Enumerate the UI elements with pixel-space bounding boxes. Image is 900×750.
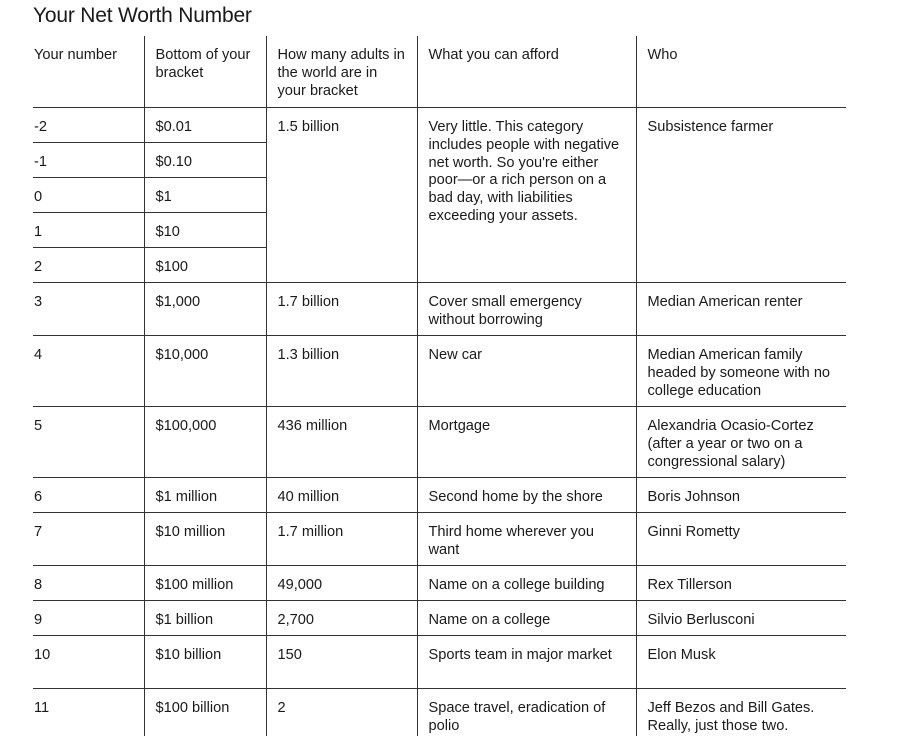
cell-number: 1: [33, 213, 144, 248]
header-bottom-of-bracket: Bottom of your bracket: [144, 36, 266, 108]
cell-bracket: $10: [144, 213, 266, 248]
cell-bracket: $10,000: [144, 336, 266, 407]
cell-who: Alexandria Ocasio-Cortez (after a year or two on a congressional salary): [636, 407, 846, 478]
cell-afford: Cover small emergency without borrowing: [417, 283, 636, 336]
cell-adults: 49,000: [266, 566, 417, 601]
cell-bracket: $0.01: [144, 108, 266, 143]
cell-number: 6: [33, 478, 144, 513]
cell-who: Rex Tillerson: [636, 566, 846, 601]
cell-bracket: $1 million: [144, 478, 266, 513]
cell-who: Median American renter: [636, 283, 846, 336]
table-row: [33, 108, 846, 143]
table-row: [33, 689, 846, 736]
cell-afford: Third home wherever you want: [417, 513, 636, 566]
cell-adults: 436 million: [266, 407, 417, 478]
cell-number: -2: [33, 108, 144, 143]
cell-afford-merged: Very little. This category includes people with negative net worth. So you're either poor—or a rich person on a bad day, with liabilities exceeding your assets.: [417, 108, 636, 283]
cell-afford: Name on a college building: [417, 566, 636, 601]
cell-bracket: $100 million: [144, 566, 266, 601]
cell-who-merged: Subsistence farmer: [636, 108, 846, 283]
table-row: [33, 283, 846, 336]
cell-afford: Second home by the shore: [417, 478, 636, 513]
cell-afford: Mortgage: [417, 407, 636, 478]
cell-number: 3: [33, 283, 144, 336]
cell-number: 0: [33, 178, 144, 213]
cell-adults: 40 million: [266, 478, 417, 513]
header-row: [33, 36, 846, 108]
cell-number: 8: [33, 566, 144, 601]
header-your-number: Your number: [33, 36, 144, 108]
net-worth-table: [33, 36, 846, 736]
cell-who: Boris Johnson: [636, 478, 846, 513]
cell-number: 9: [33, 601, 144, 636]
cell-bracket: $1: [144, 178, 266, 213]
table-row: [33, 601, 846, 636]
cell-afford: Space travel, eradication of polio: [417, 689, 636, 736]
cell-adults: 150: [266, 636, 417, 689]
cell-bracket: $100: [144, 248, 266, 283]
table-row: [33, 336, 846, 407]
cell-bracket: $10 billion: [144, 636, 266, 689]
cell-adults: 1.7 million: [266, 513, 417, 566]
table-title: Your Net Worth Number: [33, 4, 252, 27]
cell-number: 10: [33, 636, 144, 689]
cell-adults: 2,700: [266, 601, 417, 636]
cell-who: Silvio Berlusconi: [636, 601, 846, 636]
cell-who: Ginni Rometty: [636, 513, 846, 566]
cell-adults: 1.3 billion: [266, 336, 417, 407]
cell-number: -1: [33, 143, 144, 178]
header-what-you-can-afford: What you can afford: [417, 36, 636, 108]
cell-afford: Name on a college: [417, 601, 636, 636]
cell-bracket: $1 billion: [144, 601, 266, 636]
cell-bracket: $0.10: [144, 143, 266, 178]
table-row: [33, 636, 846, 689]
cell-afford: Sports team in major market: [417, 636, 636, 689]
cell-bracket: $100 billion: [144, 689, 266, 736]
cell-number: 11: [34, 700, 50, 716]
cell-adults-merged: 1.5 billion: [266, 108, 417, 283]
cell-afford: New car: [417, 336, 636, 407]
table-row: [33, 478, 846, 513]
cell-who: Median American family headed by someone with no college education: [636, 336, 846, 407]
table-row: [33, 513, 846, 566]
header-who: Who: [636, 36, 846, 108]
cell-number: 5: [33, 407, 144, 478]
cell-bracket: $100,000: [144, 407, 266, 478]
cell-adults: 1.7 billion: [266, 283, 417, 336]
cell-number: 7: [33, 513, 144, 566]
cell-who: Jeff Bezos and Bill Gates. Really, just those two.: [636, 689, 846, 736]
cell-adults: 2: [266, 689, 417, 736]
cell-bracket: $10 million: [144, 513, 266, 566]
table-row: [33, 407, 846, 478]
table-row: [33, 566, 846, 601]
cell-number: 4: [33, 336, 144, 407]
cell-number: 2: [33, 248, 144, 283]
cell-who: Elon Musk: [636, 636, 846, 689]
header-adults-in-bracket: How many adults in the world are in your bracket: [266, 36, 417, 108]
cell-bracket: $1,000: [144, 283, 266, 336]
